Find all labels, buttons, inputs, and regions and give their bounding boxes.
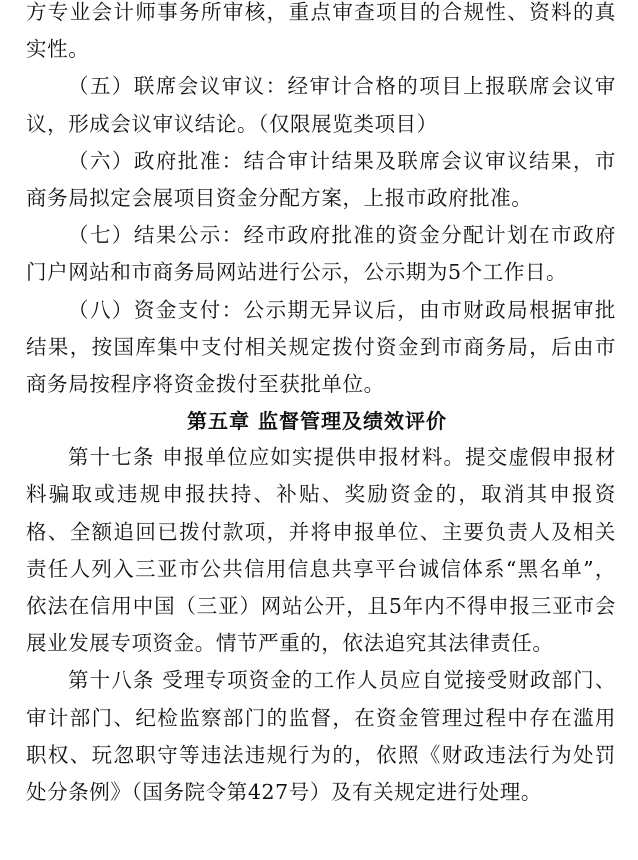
paragraph-item-8: （八）资金支付：公示期无异议后，由市财政局根据审批结果，按国库集中支付相关规定拨付资金到市商务局，后由市商务局按程序将资金拨付至获批单位。	[26, 297, 616, 397]
chapter-heading: 第五章 监督管理及绩效评价	[187, 409, 447, 434]
paragraph-item-5: （五）联席会议审议：经审计合格的项目上报联席会议审议，形成会议审议结论。（仅限展览类项目）	[26, 74, 616, 136]
paragraph-item-6: （六）政府批准：结合审计结果及联席会议审议结果，市商务局拟定会展项目资金分配方案，上报市政府批准。	[26, 148, 616, 211]
paragraph-item-7: （七）结果公示：经市政府批准的资金分配计划在市政府门户网站和市商务局网站进行公示，公示期为5个工作日。	[26, 223, 616, 285]
article-17: 第十七条 申报单位应如实提供申报材料。提交虚假申报材料骗取或违规申报扶持、补贴、奖励资金的，取消其申报资格、全额追回已拨付款项，并将申报单位、主要负责人及相关责任人列入三亚市公共信用信息共享平台诚信体系“黑名单”，依法在信用中国（三亚）网站公开，且5年内不得申报三亚市会展业发展专项资金。情节严重的，依法追究其法律责任。	[26, 445, 616, 656]
article-18: 第十八条 受理专项资金的工作人员应自觉接受财政部门、审计部门、纪检监察部门的监督，在资金管理过程中存在滥用职权、玩忽职守等违法违规行为的，依照《财政违法行为处罚处分条例》（国务院令第427号）及有关规定进行处理。	[26, 668, 616, 805]
paragraph-continued: 方专业会计师事务所审核，重点审查项目的合规性、资料的真实性。	[26, 0, 616, 62]
